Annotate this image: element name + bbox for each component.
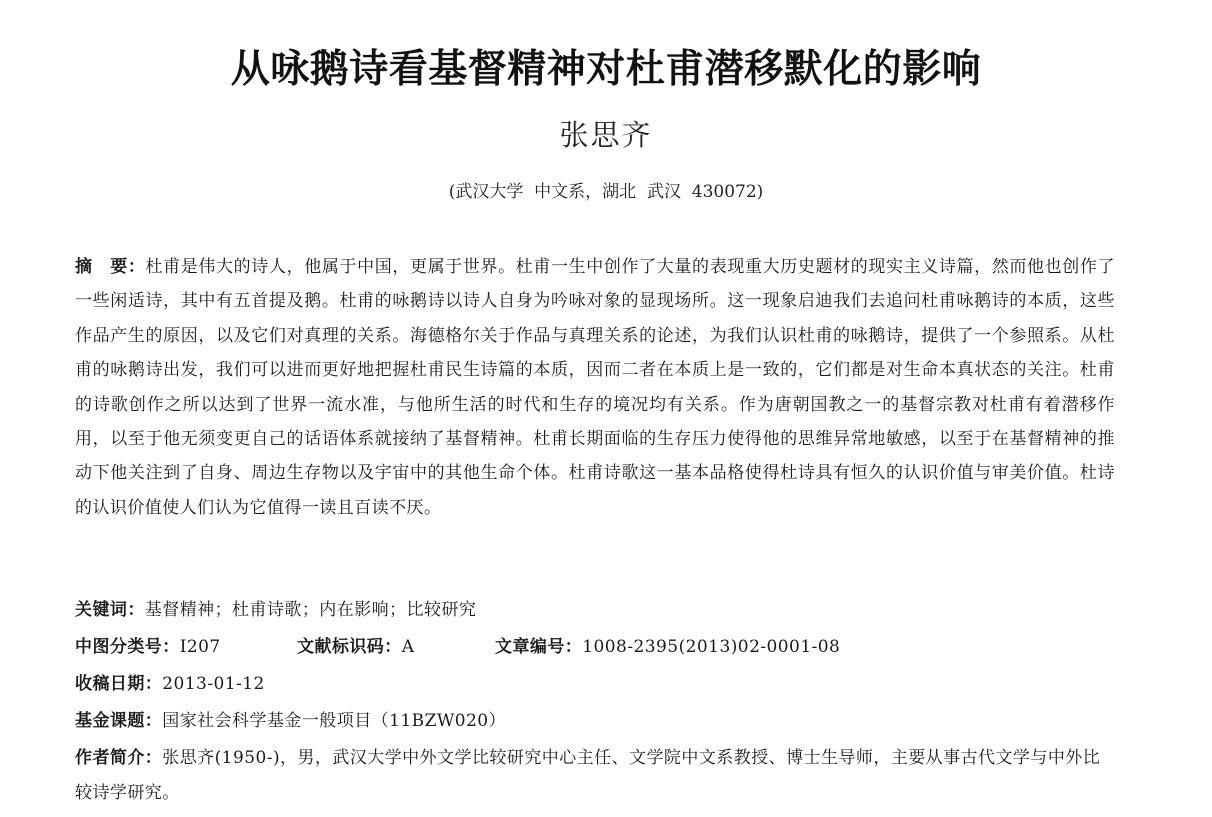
author-bio-row bbox=[75, 741, 1115, 811]
author-affiliation: (武汉大学 中文系，湖北 武汉 430072) bbox=[448, 182, 764, 202]
author-name: 张思齐 bbox=[559, 118, 653, 152]
classification-row bbox=[75, 630, 1115, 664]
doc-code-cell bbox=[297, 630, 495, 664]
fund-row bbox=[75, 704, 1115, 738]
article-id-value: 1008-2395(2013)02-0001-08 bbox=[582, 637, 841, 657]
abstract-text: 杜甫是伟大的诗人，他属于中国，更属于世界。杜甫一生中创作了大量的表现重大历史题材的现实主义诗篇，然而他也创作了一些闲适诗，其中有五首提及鹅。杜甫的咏鹅诗以诗人自身为吟咏对象的显现场所。这一现象启迪我们去追问杜甫咏鹅诗的本质，这些作品产生的原因，以及它们对真理的关系。海德格尔关于作品与真理关系的论述，为我们认识杜甫的咏鹅诗，提供了一个参照系。从杜甫的咏鹅诗出发，我们可以进而更好地把握杜甫民生诗篇的本质，因而二者在本质上是一致的，它们都是对生命本真状态的关注。杜甫的诗歌创作之所以达到了世界一流水准，与他所生活的时代和生存的境况均有关系。作为唐朝国教之一的基督宗教对杜甫有着潜移作用，以至于他无须变更自己的话语体系就接纳了基督精神。杜甫长期面临的生存压力使得他的思维异常地敏感，以至于在基督精神的推动下他关注到了自身、周边生存物以及宇宙中的其他生命个体。杜甫诗歌这一基本品格使得杜诗具有恒久的认识价值与审美价值。杜诗的认识价值使人们认为它值得一读且百读不厌。 bbox=[75, 257, 1115, 518]
received-date-row bbox=[75, 667, 1115, 701]
keywords-label: 关键词： bbox=[75, 600, 145, 620]
article-id-label: 文章编号： bbox=[495, 637, 583, 657]
clc-value: I207 bbox=[179, 637, 221, 657]
clc-label: 中图分类号： bbox=[75, 637, 180, 657]
fund-value: 国家社会科学基金一般项目（11BZW020） bbox=[162, 711, 507, 731]
abstract-label: 摘 要： bbox=[75, 257, 146, 277]
keywords-text: 基督精神；杜甫诗歌；内在影响；比较研究 bbox=[144, 600, 477, 620]
author-bio-value: 张思齐(1950-)，男，武汉大学中外文学比较研究中心主任、文学院中文系教授、博士生导师，主要从事古代文学与中外比较诗学研究。 bbox=[75, 748, 1101, 803]
received-value: 2013-01-12 bbox=[162, 674, 265, 694]
fund-label: 基金课题： bbox=[75, 711, 163, 731]
author-bio-label: 作者简介： bbox=[75, 748, 163, 768]
paper-title: 从咏鹅诗看基督精神对杜甫潜移默化的影响 bbox=[230, 47, 982, 92]
article-id-cell bbox=[495, 630, 840, 664]
keywords-row bbox=[75, 593, 1115, 627]
doc-code-label: 文献标识码： bbox=[297, 637, 402, 657]
received-label: 收稿日期： bbox=[75, 674, 163, 694]
clc-cell bbox=[75, 630, 297, 664]
abstract bbox=[75, 250, 1115, 525]
doc-code-value: A bbox=[401, 637, 415, 657]
